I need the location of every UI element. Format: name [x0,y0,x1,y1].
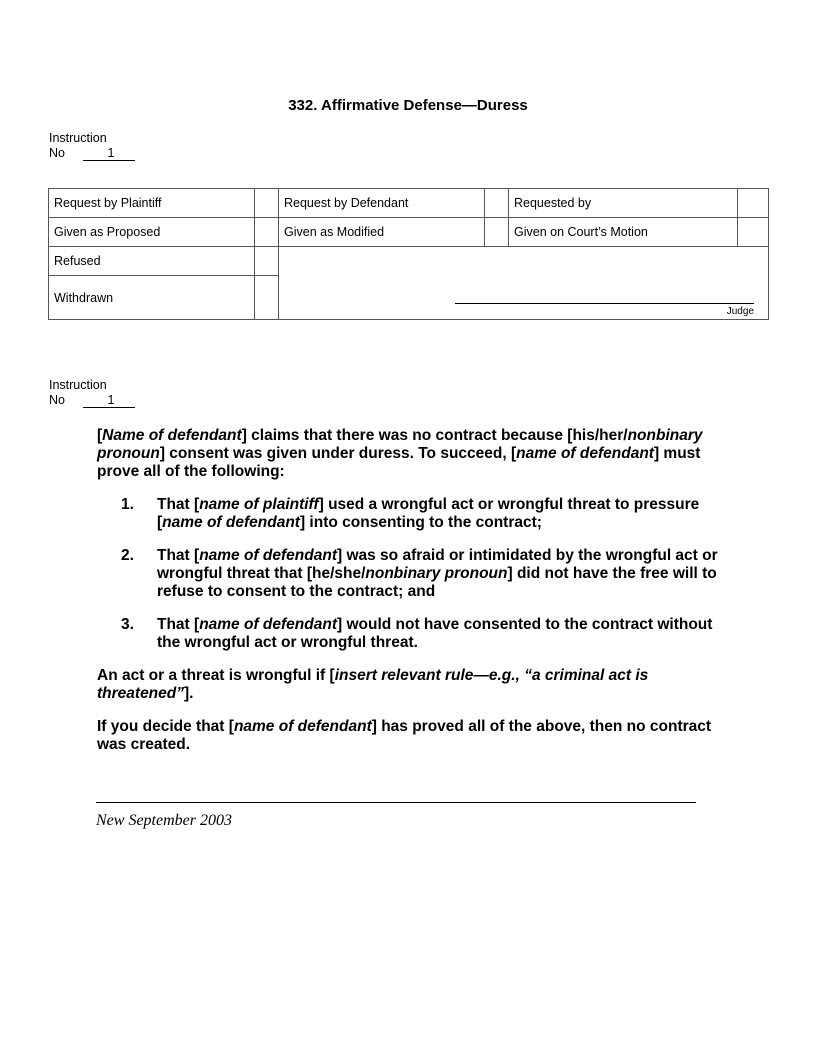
judge-signature-area [279,247,769,320]
given-as-proposed-checkbox[interactable] [255,218,279,247]
request-by-defendant-label: Request by Defendant [279,189,485,218]
intro-paragraph: [Name of defendant] claims that there was no contract because [his/her/nonbinary pronoun] consent was given under duress. To succeed, [name of defendant] must prove all of the following: [97,427,703,480]
instruction-title: 332. Affirmative Defense—Duress [288,97,528,114]
instruction-label: Instruction [49,131,107,145]
requested-by-label: Requested by [509,189,738,218]
instruction-number-block-1 [49,131,135,161]
request-by-plaintiff-label: Request by Plaintiff [49,189,255,218]
list-item: 1. That [name of plaintiff] used a wrongful act or wrongful threat to pressure [name of defendant] into consenting to the contract; [121,496,700,531]
instruction-number: 1 [107,145,115,160]
refused-label: Refused [49,247,255,276]
instruction-number-block-2 [49,378,135,408]
list-item: 2. That [name of defendant] was so afraid or intimidated by the wrongful act or wrongful threat that [he/she/nonbinary pronoun] did not have the free will to refuse to consent to the contract; and [121,547,718,600]
given-as-modified-label: Given as Modified [279,218,485,247]
no-label: No [49,392,65,407]
footer-divider [96,802,696,803]
instruction-body [97,427,737,769]
list-item: 3. That [name of defendant] would not have consented to the contract without the wrongful act or wrongful threat. [121,616,713,651]
withdrawn-label: Withdrawn [49,276,255,320]
given-on-courts-motion-checkbox[interactable] [738,218,769,247]
requested-by-checkbox[interactable] [738,189,769,218]
instruction-number: 1 [107,392,115,407]
given-on-courts-motion-label: Given on Court’s Motion [509,218,738,247]
conclusion-paragraph: If you decide that [name of defendant] has proved all of the above, then no contract was created. [97,718,712,753]
no-label: No [49,145,65,160]
refused-checkbox[interactable] [255,247,279,276]
judge-label: Judge [726,306,754,317]
request-by-defendant-checkbox[interactable] [485,189,509,218]
judge-signature-line[interactable] [455,303,754,304]
instruction-label: Instruction [49,378,107,392]
given-as-modified-checkbox[interactable] [485,218,509,247]
request-table [48,188,769,320]
wrongful-definition-paragraph: An act or a threat is wrongful if [insert relevant rule—e.g., “a criminal act is threatened”]. [97,667,649,702]
withdrawn-checkbox[interactable] [255,276,279,320]
given-as-proposed-label: Given as Proposed [49,218,255,247]
revision-note: New September 2003 [96,812,232,829]
request-by-plaintiff-checkbox[interactable] [255,189,279,218]
